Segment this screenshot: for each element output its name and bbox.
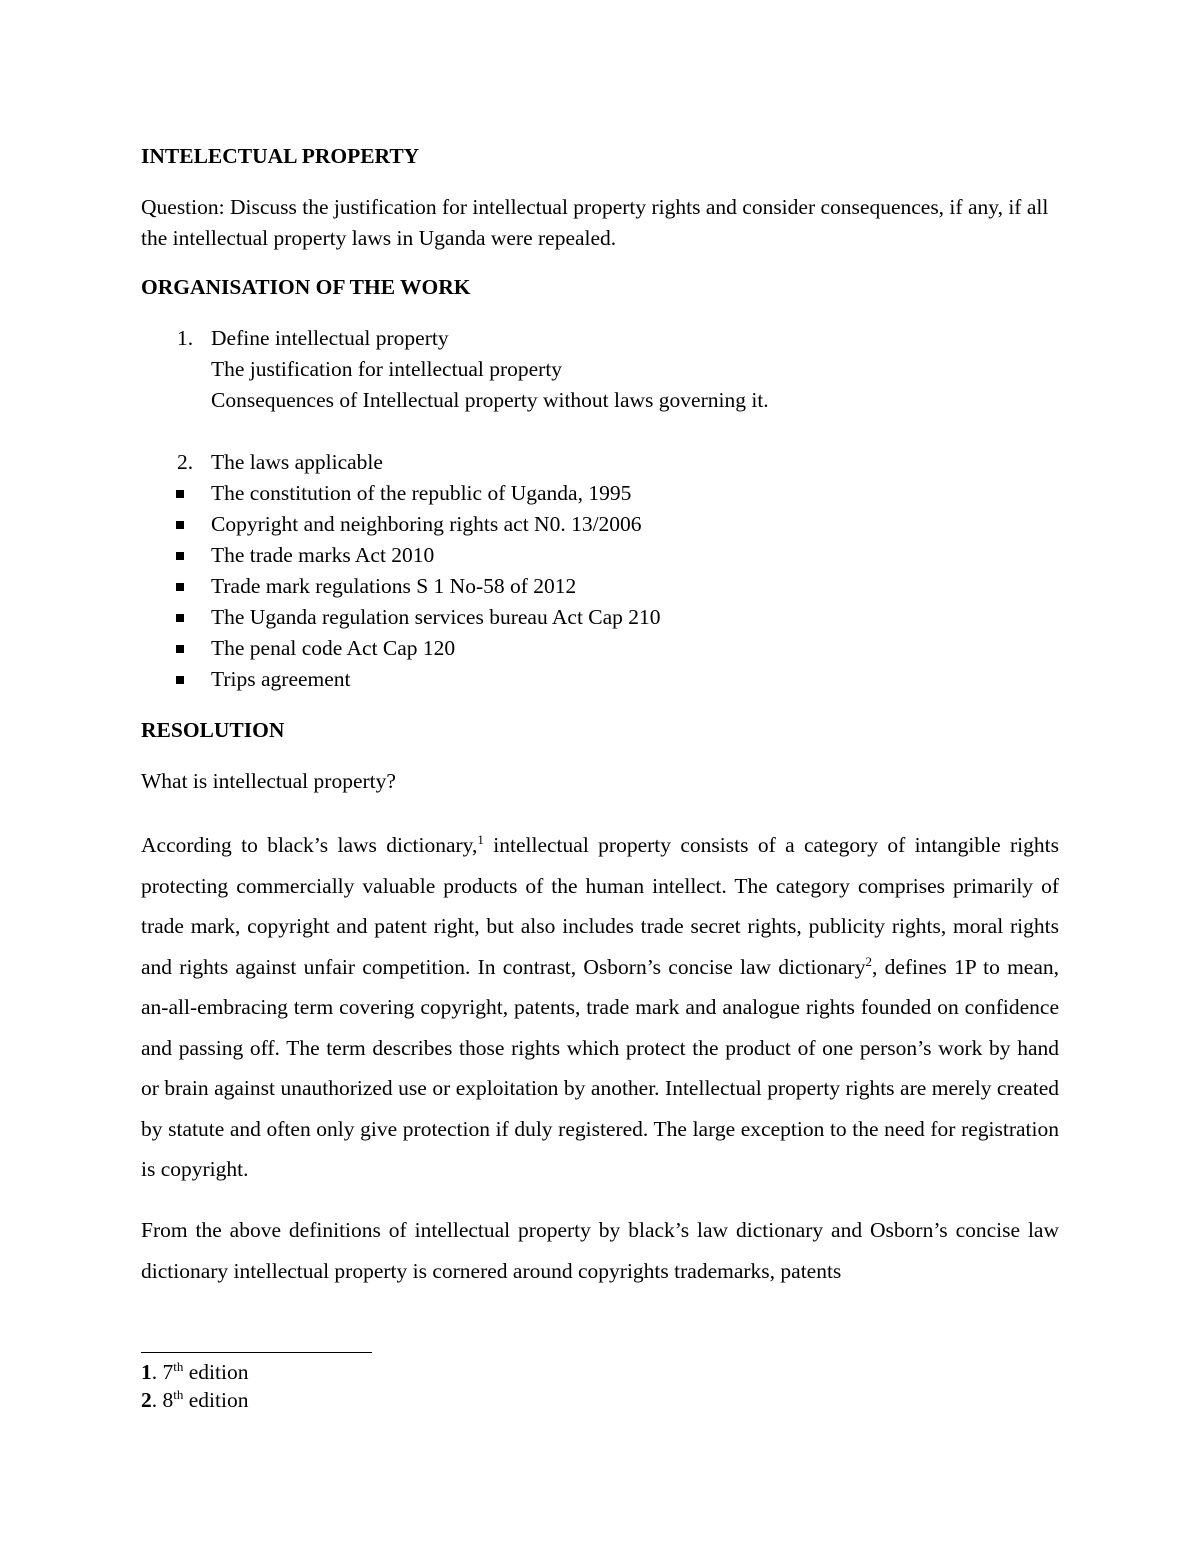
bullet-item [141,571,1059,602]
document-title: INTELECTUAL PROPERTY [141,144,420,168]
list-item-text: Define intellectual property [211,326,449,350]
paragraph-text: intellectual property consists of a category of intangible rights protecting commercially valuable products of the human intellect. The category comprises primarily of trade mark, copyright and patent right, but also includes trade secret rights, publicity rights, moral rights and rights against unfair competition. In contrast, Osborn’s concise law dictionary [141,833,1060,979]
list-item-text: The laws applicable [211,450,383,474]
footnote-ordinal: th [173,1358,184,1374]
footnote-separator: . [151,1388,163,1412]
bullet-item [141,602,1059,633]
footnote [141,1358,741,1386]
footnote-number: 2 [141,1388,152,1412]
organisation-heading: ORGANISATION OF THE WORK [141,275,471,299]
footnote [141,1386,741,1414]
footnote-edition-number: 8 [162,1388,174,1412]
square-bullet-icon [176,490,184,498]
list-subline: The justification for intellectual property [211,357,563,381]
square-bullet-icon [176,521,184,529]
bullet-text: The penal code Act Cap 120 [211,636,456,660]
list-number: 1. [177,326,194,350]
bullet-item [141,664,1059,695]
square-bullet-icon [176,583,184,591]
bullet-text: Trade mark regulations S 1 No-58 of 2012 [211,574,577,598]
footnote-separator: . [151,1360,163,1384]
question-paragraph: Question: Discuss the justification for intellectual property rights and consider consequences, if any, if all the intellectual property laws in Uganda were repealed. [141,195,1049,250]
outline-list-item-2 [141,447,1059,695]
definition-paragraph [141,825,1059,1190]
square-bullet-icon [176,552,184,560]
bullet-item [141,478,1059,509]
bullet-item [141,509,1059,540]
bullet-item [141,633,1059,664]
footnote-ref: 2 [865,953,872,969]
bullet-text: Copyright and neighboring rights act N0. 13/2006 [211,512,642,536]
footnotes [141,1358,741,1414]
list-number: 2. [177,450,194,474]
bullet-text: The Uganda regulation services bureau Act Cap 210 [211,605,661,629]
footnote-text: edition [183,1360,249,1384]
bullet-text: The constitution of the republic of Uganda, 1995 [211,481,632,505]
summary-paragraph: From the above definitions of intellectual property by black’s law dictionary and Osborn’s concise law dictionary intellectual property is cornered around copyrights trademarks, patents [141,1218,1059,1283]
footnote-divider [141,1352,372,1353]
outline-list-item-1 [141,323,1059,416]
list-item [141,447,1059,478]
footnote-text: edition [183,1388,249,1412]
resolution-question: What is intellectual property? [141,769,396,793]
square-bullet-icon [176,614,184,622]
paragraph-text: According to black’s laws dictionary, [141,833,478,857]
square-bullet-icon [176,676,184,684]
footnote-edition-number: 7 [162,1360,174,1384]
footnote-ref: 1 [477,831,484,847]
footnote-number: 1 [141,1360,152,1384]
bullet-text: The trade marks Act 2010 [211,543,435,567]
footnote-ordinal: th [173,1386,184,1402]
resolution-heading: RESOLUTION [141,718,285,742]
square-bullet-icon [176,645,184,653]
bullet-text: Trips agreement [211,667,351,691]
bullet-item [141,540,1059,571]
paragraph-text: , defines 1P to mean, an-all-embracing term covering copyright, patents, trade mark and analogue rights founded on confidence and passing off. The term describes those rights which protect the product of one person’s work by hand or brain against unauthorized use or exploitation by another. Intellectual property rights are merely created by statute and often only give protection if duly registered. The large exception to the need for registration is copyright. [141,954,1060,1181]
list-item [141,323,1059,354]
list-subline: Consequences of Intellectual property without laws governing it. [211,388,769,412]
